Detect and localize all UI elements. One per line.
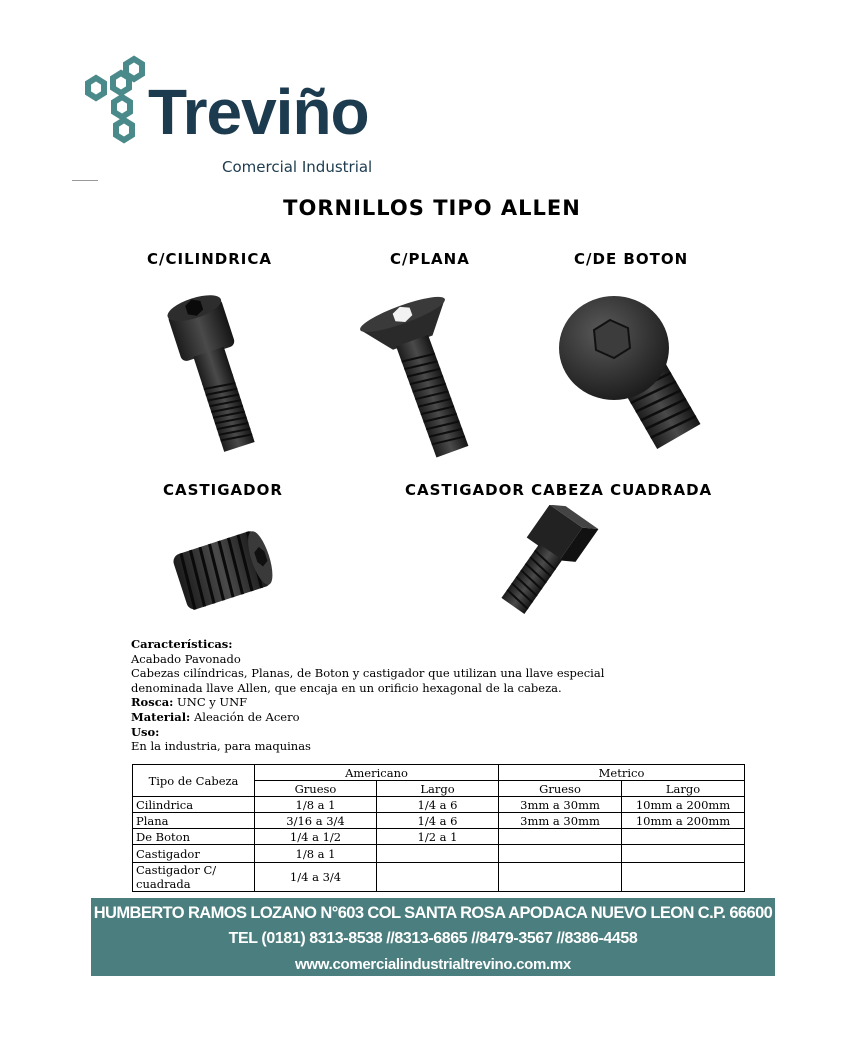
features-description-2: denominada llave Allen, que encaja en un orificio hexagonal de la cabeza. — [131, 680, 562, 695]
use-value: En la industria, para maquinas — [131, 739, 311, 754]
header-metrico: Metrico — [499, 765, 745, 781]
cell-am-largo — [377, 863, 499, 892]
page-title: TORNILLOS TIPO ALLEN — [283, 196, 581, 220]
cell-me-grueso — [499, 829, 622, 845]
use-label: Uso: — [131, 724, 160, 739]
cell-am-grueso: 3/16 a 3/4 — [255, 813, 377, 829]
cell-am-grueso: 1/8 a 1 — [255, 797, 377, 813]
cell-me-largo — [622, 829, 745, 845]
flat-head-screw-photo — [360, 290, 505, 460]
thread-label: Rosca: — [131, 695, 174, 710]
label-castigador-cabeza-cuadrada: CASTIGADOR CABEZA CUADRADA — [405, 481, 713, 499]
cell-tipo — [133, 863, 255, 892]
thread-value: UNC y UNF — [173, 695, 248, 710]
features-section — [131, 637, 751, 754]
hexagon-nuts-icon — [88, 59, 142, 140]
cell-am-largo: 1/4 a 6 — [377, 813, 499, 829]
label-de-boton: C/DE BOTON — [574, 250, 689, 268]
square-head-set-screw-photo — [496, 505, 641, 630]
subheader-me-largo: Largo — [622, 781, 745, 797]
header-americano: Americano — [255, 765, 499, 781]
cell-tipo: Plana — [133, 813, 255, 829]
label-castigador: CASTIGADOR — [163, 481, 283, 499]
spec-table — [132, 764, 745, 892]
footer-address: HUMBERTO RAMOS LOZANO N°603 COL SANTA ROSA APODACA NUEVO LEON C.P. 66600 — [93, 904, 773, 922]
cell-me-grueso: 3mm a 30mm — [499, 813, 622, 829]
cell-me-grueso — [499, 863, 622, 892]
brand-name: Treviño — [148, 76, 369, 148]
cell-tipo-line-1: Castigador C/ — [136, 863, 217, 877]
subheader-me-grueso: Grueso — [499, 781, 622, 797]
cell-am-largo — [377, 845, 499, 863]
table-row — [133, 863, 745, 892]
cell-am-grueso: 1/4 a 1/2 — [255, 829, 377, 845]
footer-phones: TEL (0181) 8313-8538 //8313-6865 //8479-3567 //8386-4458 — [228, 930, 638, 947]
cell-tipo-line-2: cuadrada — [136, 877, 191, 891]
cell-me-grueso: 3mm a 30mm — [499, 797, 622, 813]
cell-am-largo: 1/4 a 6 — [377, 797, 499, 813]
table-row — [133, 813, 745, 829]
features-material — [131, 710, 751, 725]
label-cilindrica: C/CILINDRICA — [147, 250, 272, 268]
cell-tipo: Castigador — [133, 845, 255, 863]
cell-me-largo: 10mm a 200mm — [622, 797, 745, 813]
footer-website[interactable]: www.comercialindustrialtrevino.com.mx — [295, 956, 571, 973]
table-row — [133, 845, 745, 863]
cylindrical-head-screw-photo — [130, 285, 300, 460]
cell-me-largo — [622, 863, 745, 892]
brand-subtitle: Comercial Industrial — [222, 158, 373, 176]
cell-tipo: De Boton — [133, 829, 255, 845]
cell-me-grueso — [499, 845, 622, 863]
subheader-am-largo: Largo — [377, 781, 499, 797]
subheader-am-grueso: Grueso — [255, 781, 377, 797]
contact-footer — [91, 898, 775, 976]
cell-me-largo: 10mm a 200mm — [622, 813, 745, 829]
cell-am-largo: 1/2 a 1 — [377, 829, 499, 845]
button-head-screw-photo — [552, 290, 717, 455]
cell-am-grueso: 1/8 a 1 — [255, 845, 377, 863]
set-screw-photo — [158, 520, 283, 620]
cell-am-grueso: 1/4 a 3/4 — [255, 863, 377, 892]
features-finish: Acabado Pavonado — [131, 651, 241, 666]
header-tipo-de-cabeza: Tipo de Cabeza — [133, 765, 255, 797]
cell-me-largo — [622, 845, 745, 863]
material-value: Aleación de Acero — [190, 709, 300, 724]
features-thread — [131, 695, 751, 710]
label-plana: C/PLANA — [390, 250, 470, 268]
features-description-1: Cabezas cilíndricas, Planas, de Boton y castigador que utilizan una llave especial — [131, 666, 605, 681]
table-row — [133, 829, 745, 845]
features-heading: Características: — [131, 637, 233, 651]
table-row — [133, 797, 745, 813]
table-header-row — [133, 765, 745, 781]
material-label: Material: — [131, 709, 191, 724]
cell-tipo: Cilindrica — [133, 797, 255, 813]
